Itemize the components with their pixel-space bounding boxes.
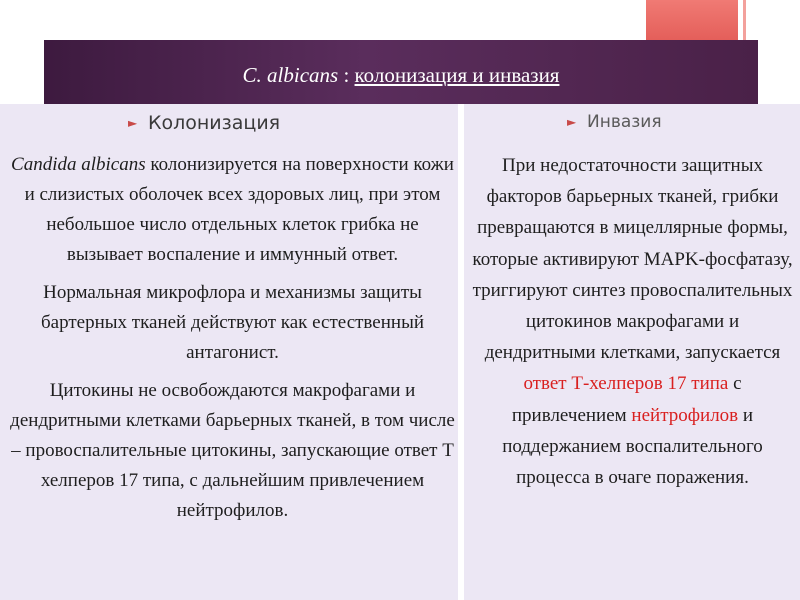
title-topic: колонизация и инвазия: [354, 62, 560, 87]
colonization-heading: [128, 112, 280, 134]
invasion-text: [470, 150, 795, 501]
invasion-heading-label: Инвазия: [587, 112, 662, 132]
invasion-paragraph: [470, 150, 795, 493]
title-species: C. albicans: [242, 62, 339, 87]
bullet-arrow-icon: ►: [567, 115, 577, 129]
colonization-paragraph-1: [10, 150, 455, 270]
colonization-paragraph-3: Цитокины не освобождаются макрофагами и дендритными клетками барьерных тканей, в том числе – провоспалительные цитокины, запускающие ответ Т хелперов 17 типа, с дальнейшим привлечением нейтрофилов.: [10, 380, 455, 521]
neutrophils-highlight: нейтрофилов: [631, 404, 739, 426]
th17-response-highlight: ответ Т-хелперов 17 типа: [523, 373, 729, 395]
title-separator: :: [338, 62, 355, 87]
invasion-heading: [567, 112, 662, 132]
bullet-arrow-icon: ►: [128, 116, 138, 130]
invasion-text-c: и поддержанием воспалительного процесса в очаге поражения.: [502, 404, 763, 489]
species-name: Candida albicans: [11, 154, 146, 175]
title-bar: [44, 40, 758, 104]
colonization-paragraph-2: Нормальная микрофлора и механизмы защиты бартерных тканей действуют как естественный антагонист.: [41, 282, 424, 363]
colonization-text: [10, 150, 455, 534]
corner-accent-block: [646, 0, 738, 40]
invasion-text-b: с привлечением: [511, 373, 742, 426]
corner-accent-stripe: [743, 0, 746, 40]
column-divider: [458, 104, 464, 600]
slide-title: [243, 63, 560, 88]
colonization-paragraph-1-text: колонизируется на поверхности кожи и слизистых оболочек всех здоровых лиц, при этом небольшое число отдельных клеток грибка не вызывает воспаление и иммунный ответ.: [24, 154, 454, 265]
colonization-heading-label: Колонизация: [148, 112, 281, 134]
invasion-text-a: При недостаточности защитных факторов барьерных тканей, грибки превращаются в мицеллярные формы, которые активируют MAPK-фосфатазу, триггируют синтез провоспалительных цитокинов макрофагами и дендритными клетками, запускается: [472, 155, 793, 364]
